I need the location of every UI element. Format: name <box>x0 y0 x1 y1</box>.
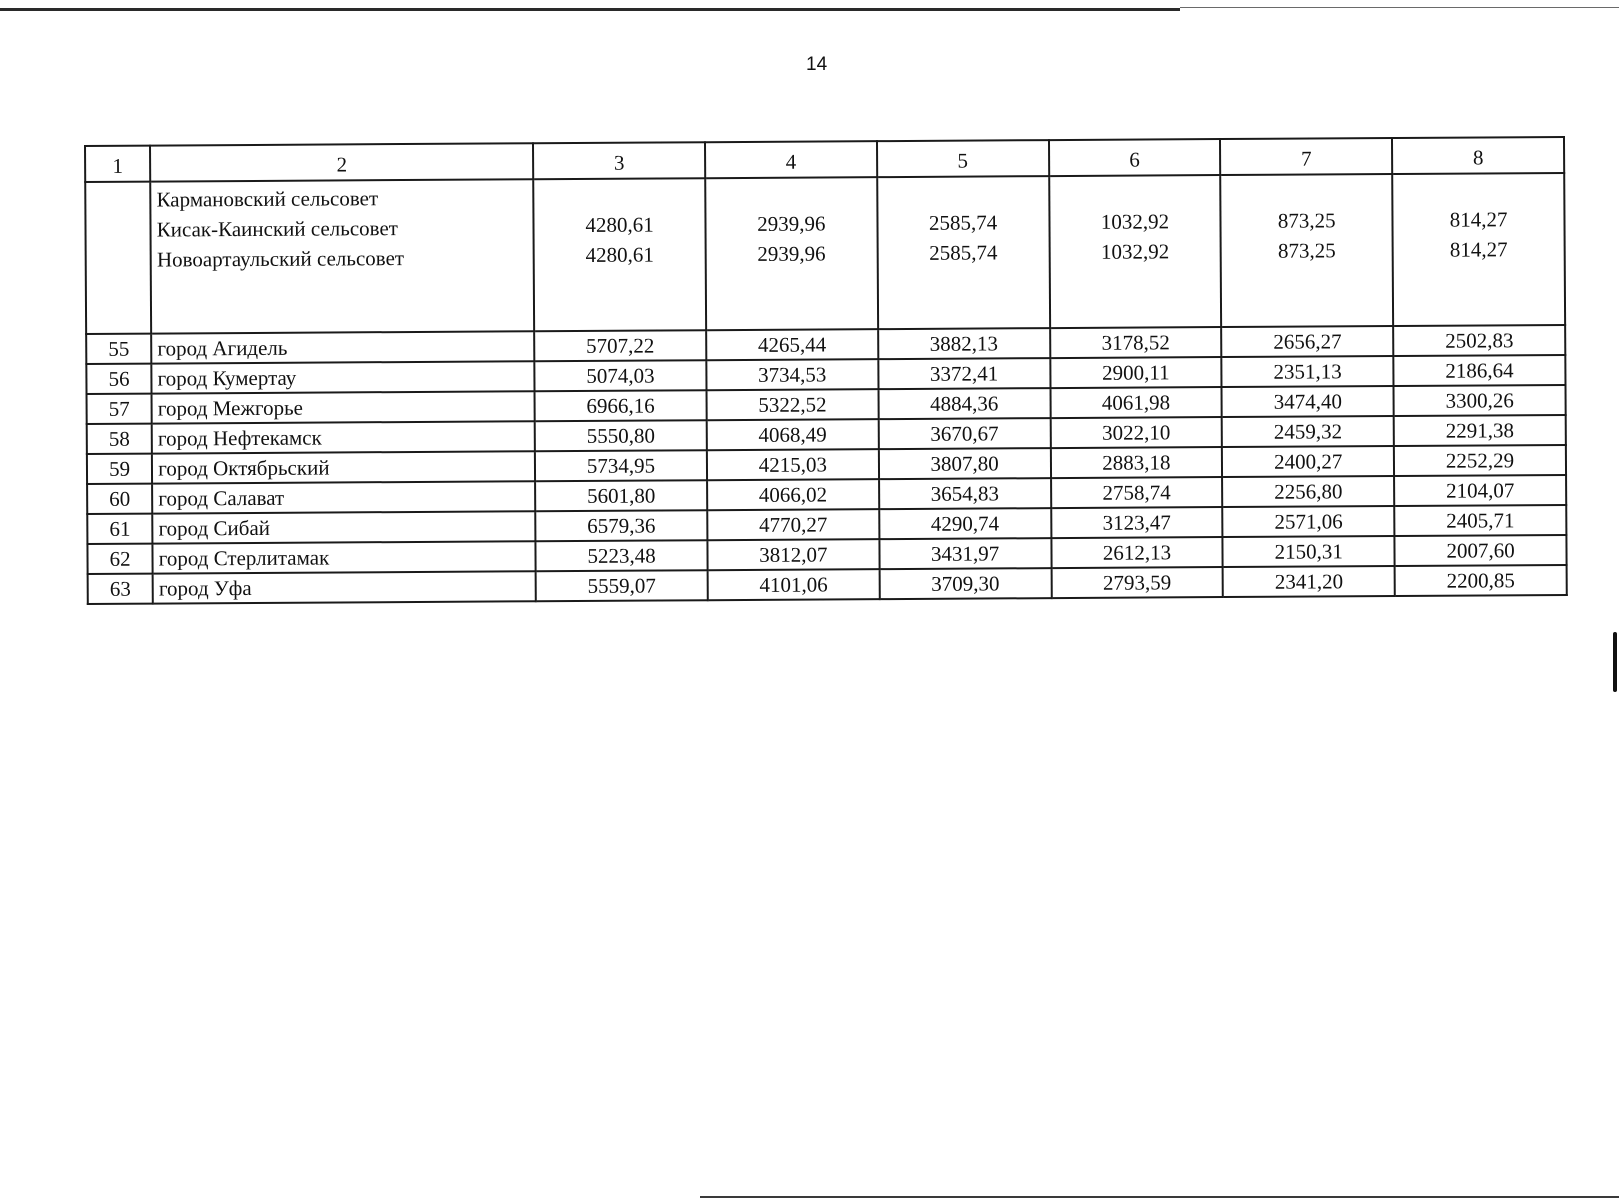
value-cell: 2571,06 <box>1223 506 1395 537</box>
scan-bottom-border <box>700 1196 1619 1198</box>
value-cell <box>877 176 1050 329</box>
value-cell: 5322,52 <box>706 389 878 420</box>
row-number-cell: 63 <box>88 574 153 604</box>
value-cell: 2900,11 <box>1050 357 1222 388</box>
page-number: 14 <box>806 54 828 75</box>
territory-name-cell: город Нефтекамск <box>152 421 535 453</box>
value-cell: 3372,41 <box>878 358 1050 389</box>
value-cell: 2150,31 <box>1223 536 1395 567</box>
value-cell <box>533 178 706 331</box>
value-cell: 2612,13 <box>1051 537 1223 568</box>
value-cell: 2459,32 <box>1222 416 1394 447</box>
header-cell: 1 <box>85 146 150 182</box>
value-cell: 2405,71 <box>1394 505 1566 536</box>
scan-top-border <box>0 8 1180 11</box>
value-cell: 5601,80 <box>535 480 707 511</box>
value-cell: 4101,06 <box>708 569 880 600</box>
territory-name: Кармановский сельсовет <box>156 186 379 212</box>
value-cell: 2007,60 <box>1395 535 1567 566</box>
value: 2939,96 <box>757 211 826 236</box>
value-cell: 3178,52 <box>1050 327 1222 358</box>
value-cell: 3734,53 <box>706 359 878 390</box>
value-cell: 2200,85 <box>1395 565 1567 596</box>
value-cell: 2400,27 <box>1222 446 1394 477</box>
value: 1032,92 <box>1100 209 1170 234</box>
value-cell: 3431,97 <box>879 538 1051 569</box>
territory-name-cell: город Уфа <box>153 571 536 603</box>
value: 1032,92 <box>1100 239 1170 264</box>
territory-name-cell: город Салават <box>152 481 535 513</box>
value-cell <box>1049 175 1222 328</box>
territory-name-cell <box>150 179 534 333</box>
value-cell: 3300,26 <box>1394 385 1566 416</box>
scan-edge-mark <box>1613 632 1617 692</box>
value-cell: 4066,02 <box>707 479 879 510</box>
row-number-cell <box>85 182 151 334</box>
value-cell: 5550,80 <box>535 420 707 451</box>
row-number-cell: 55 <box>86 334 151 364</box>
value-cell: 6579,36 <box>535 510 707 541</box>
row-number-cell: 57 <box>87 394 152 424</box>
value-cell: 2341,20 <box>1223 566 1395 597</box>
value: 2939,96 <box>757 241 826 266</box>
row-number-cell: 61 <box>87 514 152 544</box>
header-cell: 4 <box>705 141 877 178</box>
value-cell: 4068,49 <box>707 419 879 450</box>
territory-name-cell: город Агидель <box>151 331 534 363</box>
value-cell: 3654,83 <box>879 478 1051 509</box>
header-cell: 8 <box>1392 137 1564 174</box>
value: 4280,61 <box>585 212 654 237</box>
territory-name-cell: город Октябрьский <box>152 451 535 483</box>
header-cell: 2 <box>150 143 533 181</box>
value-cell <box>1221 174 1394 327</box>
header-cell: 3 <box>533 142 705 179</box>
territory-name-cell: город Сибай <box>152 511 535 543</box>
value-cell: 2502,83 <box>1393 325 1565 356</box>
header-cell: 5 <box>877 140 1049 177</box>
header-cell: 7 <box>1220 138 1392 175</box>
scan-top-border-faint <box>1180 7 1619 8</box>
value-cell: 4884,36 <box>878 388 1050 419</box>
value-cell: 6966,16 <box>535 390 707 421</box>
value-cell: 3807,80 <box>879 448 1051 479</box>
value-cell: 2758,74 <box>1051 477 1223 508</box>
value-cell: 2793,59 <box>1051 567 1223 598</box>
row-number-cell: 62 <box>87 544 152 574</box>
value-cell <box>705 177 878 330</box>
value-cell: 3474,40 <box>1222 386 1394 417</box>
territory-name-cell: город Кумертау <box>152 361 535 393</box>
value-cell: 3123,47 <box>1051 507 1223 538</box>
value-cell: 5707,22 <box>534 330 706 361</box>
value-cell: 4215,03 <box>707 449 879 480</box>
value: 873,25 <box>1277 238 1336 263</box>
value: 4280,61 <box>585 242 654 267</box>
value: 814,27 <box>1449 237 1508 262</box>
table-row-group <box>85 173 1565 334</box>
value: 873,25 <box>1277 208 1336 233</box>
row-number-cell: 58 <box>87 424 152 454</box>
value-cell: 5223,48 <box>536 540 708 571</box>
value-cell: 3022,10 <box>1050 417 1222 448</box>
data-table <box>84 136 1568 605</box>
value-cell: 5734,95 <box>535 450 707 481</box>
value-cell: 4265,44 <box>706 329 878 360</box>
value-cell: 5559,07 <box>536 570 708 601</box>
territory-name-cell: город Стерлитамак <box>153 541 536 573</box>
value-cell: 2186,64 <box>1393 355 1565 386</box>
territory-name: Кисак-Каинский сельсовет <box>156 216 398 242</box>
value-cell: 2104,07 <box>1394 475 1566 506</box>
value-cell: 2351,13 <box>1222 356 1394 387</box>
value-cell: 3882,13 <box>878 328 1050 359</box>
value-cell: 2256,80 <box>1222 476 1394 507</box>
row-number-cell: 59 <box>87 454 152 484</box>
value: 814,27 <box>1449 207 1508 232</box>
row-number-cell: 56 <box>86 364 151 394</box>
value-cell: 5074,03 <box>534 360 706 391</box>
row-number-cell: 60 <box>87 484 152 514</box>
header-cell: 6 <box>1049 139 1221 176</box>
territory-name: Новоартаульский сельсовет <box>156 246 405 272</box>
value-cell: 2291,38 <box>1394 415 1566 446</box>
territory-name-cell: город Межгорье <box>152 391 535 423</box>
value-cell: 4290,74 <box>879 508 1051 539</box>
value-cell: 4770,27 <box>707 509 879 540</box>
value-cell: 3709,30 <box>879 568 1051 599</box>
value-cell: 3670,67 <box>878 418 1050 449</box>
value-cell <box>1392 173 1565 326</box>
value: 2585,74 <box>929 240 998 265</box>
value-cell: 4061,98 <box>1050 387 1222 418</box>
value-cell: 2252,29 <box>1394 445 1566 476</box>
value-cell: 2883,18 <box>1050 447 1222 478</box>
value: 2585,74 <box>928 210 998 235</box>
value-cell: 3812,07 <box>707 539 879 570</box>
value-cell: 2656,27 <box>1221 326 1393 357</box>
